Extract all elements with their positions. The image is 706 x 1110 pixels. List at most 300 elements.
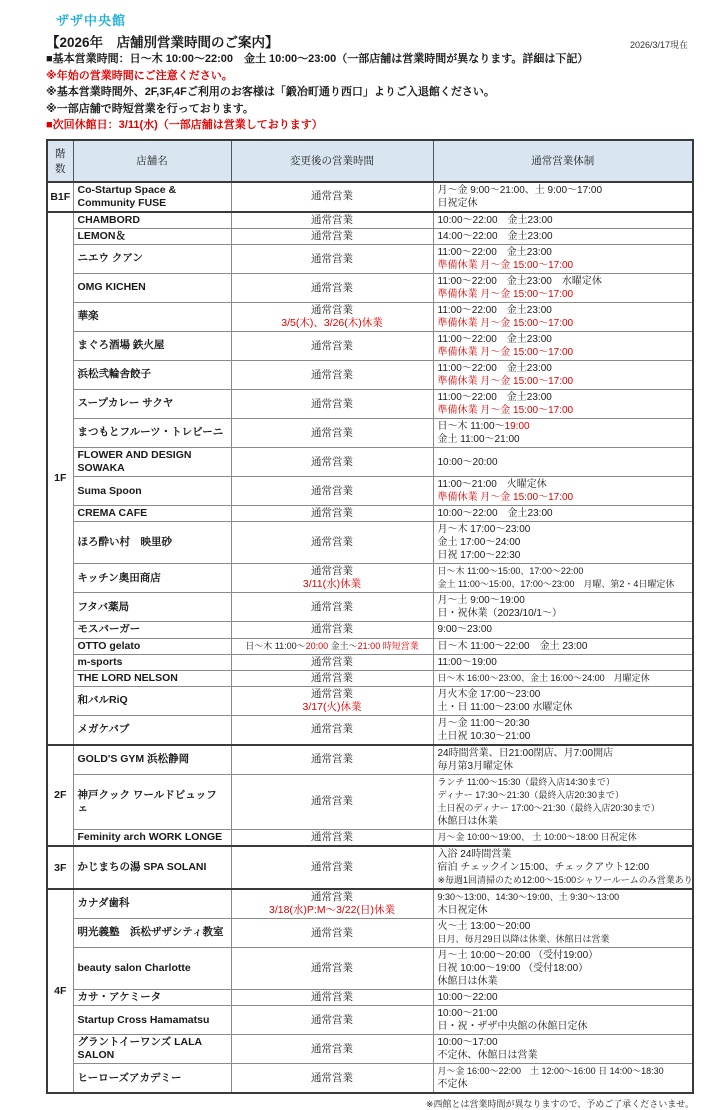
table-row	[47, 274, 693, 303]
hours-line	[236, 230, 429, 243]
table-row	[47, 245, 693, 274]
hours-text: 11:00～22:00 金土23:00	[437, 247, 552, 258]
new-year-warning-note: ※年始の営業時間にご注意ください。	[46, 69, 233, 82]
hours-text: 10:00～20:00	[437, 456, 498, 468]
hours-line	[236, 578, 429, 591]
hours-text: 通常営業	[311, 1013, 353, 1026]
normal-hours-cell	[433, 419, 693, 448]
table-row	[47, 522, 693, 564]
store-name-cell: THE LORD NELSON	[73, 670, 231, 686]
table-row	[47, 638, 693, 654]
hours-text: 通常営業	[311, 190, 353, 203]
hours-text: 通常営業	[311, 655, 353, 668]
normal-hours-cell	[433, 889, 693, 919]
normal-hours-cell	[433, 390, 693, 419]
table-row	[47, 622, 693, 638]
hours-text: 11:00～22:00 金土23:00	[437, 392, 552, 403]
changed-hours-cell	[231, 919, 433, 948]
hours-text-red: 準備休業 月～金 15:00～17:00	[437, 289, 574, 300]
hours-text: 日～木 11:00～22:00 金土 23:00	[437, 640, 588, 652]
hours-line	[236, 723, 429, 736]
hours-text-red: 準備休業 月～金 15:00～17:00	[437, 492, 574, 504]
hours-line	[438, 640, 689, 653]
hours-text-red: 3/18(水)P:M～3/22(日)休業	[268, 904, 396, 916]
store-name-cell: ヒーローズアカデミー	[73, 1064, 231, 1094]
store-name-cell: OTTO gelato	[73, 638, 231, 654]
hours-line	[438, 523, 689, 536]
hours-line	[438, 536, 689, 549]
normal-hours-cell	[433, 1035, 693, 1064]
hours-line	[438, 701, 689, 714]
hours-text-red: 時短営業	[382, 640, 419, 651]
table-header-row	[47, 140, 693, 182]
changed-hours-cell	[231, 774, 433, 829]
normal-hours-cell	[433, 990, 693, 1006]
hours-line	[236, 282, 429, 295]
table-row	[47, 477, 693, 506]
hours-line	[236, 891, 429, 904]
hours-line	[236, 1014, 429, 1027]
normal-hours-cell	[433, 829, 693, 846]
hours-line	[438, 362, 689, 375]
store-name-cell: CREMA CAFE	[73, 506, 231, 522]
hours-line	[438, 776, 689, 789]
normal-hours-cell	[433, 245, 693, 274]
hours-line	[236, 507, 429, 520]
hours-text: 通常営業	[311, 687, 353, 700]
hours-text: 通常営業	[311, 281, 353, 294]
hours-text: 通常営業	[311, 536, 353, 549]
hours-text: ディナー 17:30～21:30（最終入店20:30まで）	[437, 789, 624, 800]
hours-line	[438, 949, 689, 962]
floor-cell: B1F	[47, 182, 73, 212]
table-row	[47, 846, 693, 889]
hours-text: 日・祝休業（2023/10/1～）	[437, 608, 562, 620]
hours-text: 11:00～19:00	[437, 656, 497, 668]
store-name-cell: かじまちの湯 SPA SOLANI	[73, 846, 231, 889]
hours-text: 10:00～22:00 金土23:00	[437, 508, 553, 520]
hours-text: 休館日は休業	[437, 976, 498, 987]
hours-text: 月～金 16:00～22:00 土 12:00～16:00 日 14:00～18:30	[437, 1066, 664, 1077]
floor-group-4f	[47, 889, 693, 1093]
hours-line	[438, 920, 689, 933]
store-name-cell: 浜松弐輪舎餃子	[73, 361, 231, 390]
hours-line	[236, 688, 429, 701]
normal-hours-cell	[433, 948, 693, 990]
hours-line	[236, 640, 429, 653]
store-name-cell: 神戸クック ワールドビュッフェ	[73, 774, 231, 829]
changed-hours-cell	[231, 361, 433, 390]
normal-hours-cell	[433, 638, 693, 654]
hours-text: 11:00～22:00 金土23:00 水曜定休	[437, 276, 602, 287]
store-name-cell: Suma Spoon	[73, 477, 231, 506]
store-name-cell: グラントイーワンズ LALA SALON	[73, 1035, 231, 1064]
changed-hours-cell	[231, 182, 433, 212]
hours-line	[236, 369, 429, 382]
hours-text: 通常営業	[311, 213, 353, 226]
hours-text: 月～土 9:00～19:00	[437, 595, 525, 607]
hours-text: 月～金 10:00～19:00、 土 10:00～18:00 日祝定休	[437, 831, 637, 842]
hours-line	[438, 346, 689, 359]
table-row	[47, 212, 693, 229]
table-row	[47, 1064, 693, 1094]
hours-text-red: 3/17(火)休業	[302, 700, 362, 713]
store-hours-table	[46, 139, 694, 1095]
store-name-cell: CHAMBORD	[73, 212, 231, 229]
store-name-cell: モスバーガー	[73, 622, 231, 638]
hours-text: 通常営業	[311, 753, 353, 766]
changed-hours-cell	[231, 638, 433, 654]
normal-hours-cell	[433, 846, 693, 889]
hours-line	[438, 275, 689, 288]
hours-text: 通常営業	[311, 455, 353, 468]
hours-text: 通常営業	[311, 962, 353, 974]
table-row	[47, 829, 693, 846]
hours-line	[438, 259, 689, 272]
changed-hours-cell	[231, 889, 433, 919]
hours-text: 通常営業	[311, 795, 353, 808]
store-name-cell: カサ・アケミータ	[73, 990, 231, 1006]
hours-line	[438, 1065, 689, 1078]
hours-line	[438, 623, 689, 636]
hours-text: 火～土 13:00～20:00	[437, 921, 531, 932]
hours-line	[438, 815, 689, 828]
table-row	[47, 654, 693, 670]
hours-line	[438, 288, 689, 301]
hours-text: 通常営業	[311, 600, 353, 613]
hours-line	[438, 607, 689, 620]
hours-line	[438, 1049, 689, 1062]
table-row	[47, 593, 693, 622]
changed-hours-cell	[231, 522, 433, 564]
hours-text: 通常営業	[311, 484, 353, 497]
normal-hours-cell	[433, 564, 693, 593]
normal-hours-cell	[433, 654, 693, 670]
hours-line	[438, 1020, 689, 1033]
hours-text: 日～木 16:00～23:00、金土 16:00～24:00 月曜定休	[437, 672, 650, 683]
store-name-cell: LEMON＆	[73, 228, 231, 244]
hours-text: 通常営業	[311, 1071, 353, 1084]
entrance-note: ※基本営業時間外、2F,3F,4Fご利用のお客様は「鍛冶町通り西口」よりご入退館ください。	[46, 86, 495, 98]
changed-hours-cell	[231, 1064, 433, 1094]
hours-text: 通常営業	[311, 723, 353, 736]
normal-hours-cell	[433, 448, 693, 477]
hours-line	[438, 891, 689, 904]
changed-hours-cell	[231, 990, 433, 1006]
hours-text: 月～金 11:00～20:30	[437, 717, 530, 729]
hours-text: 土日祝 10:30～21:00	[437, 730, 531, 742]
changed-hours-cell	[231, 622, 433, 638]
changed-hours-cell	[231, 332, 433, 361]
hours-line	[236, 991, 429, 1004]
store-name-cell: キッチン奥田商店	[73, 564, 231, 593]
hours-line	[438, 404, 689, 417]
store-name-cell: カナダ歯科	[73, 889, 231, 919]
hours-text-red: 3/11(水)休業	[302, 578, 362, 591]
changed-hours-cell	[231, 228, 433, 244]
store-name-cell: 和バルRiQ	[73, 686, 231, 715]
table-row	[47, 182, 693, 212]
table-row	[47, 228, 693, 244]
hours-line	[438, 672, 689, 685]
hours-line	[438, 549, 689, 562]
hours-line	[236, 1043, 429, 1056]
changed-hours-cell	[231, 593, 433, 622]
column-header-store-name: 店舗名	[73, 140, 231, 182]
changed-hours-cell	[231, 506, 433, 522]
normal-hours-cell	[433, 477, 693, 506]
hours-text: 日祝定休	[437, 197, 478, 209]
store-name-cell: ニエウ クアン	[73, 245, 231, 274]
hours-line	[438, 456, 689, 469]
hours-line	[438, 375, 689, 388]
hours-text: 金土 17:00～24:00	[437, 537, 521, 549]
hours-line	[236, 795, 429, 808]
table-row	[47, 774, 693, 829]
hours-text: 金土～	[328, 640, 358, 651]
table-row	[47, 889, 693, 919]
hours-line	[438, 304, 689, 317]
hours-line	[438, 1036, 689, 1049]
hours-line	[438, 391, 689, 404]
hours-text: 11:00～22:00 金土23:00	[437, 334, 552, 345]
hours-line	[236, 701, 429, 714]
hours-line	[438, 688, 689, 701]
normal-hours-cell	[433, 745, 693, 775]
hours-text: 通常営業	[311, 991, 353, 1004]
hours-line	[236, 456, 429, 469]
hours-text: 日祝 10:00～19:00 （受付18:00）	[437, 963, 589, 974]
hours-text: 日祝 17:00～22:30	[437, 550, 521, 562]
normal-hours-cell	[433, 670, 693, 686]
hours-text: 日～木 11:00～	[437, 421, 505, 432]
hours-text: 不定休、休館日は営業	[437, 1050, 538, 1062]
hours-text: 通常営業	[311, 891, 353, 903]
title-row	[46, 31, 694, 51]
store-name-cell: まつもとフルーツ・トレビーニ	[73, 419, 231, 448]
changed-hours-cell	[231, 303, 433, 332]
hours-line	[438, 975, 689, 988]
hours-text: 日月、毎月29日以降は休業、休館日は営業	[437, 934, 610, 944]
hours-text: 11:00～22:00 金土23:00	[437, 363, 552, 374]
floor-group-b1f	[47, 182, 693, 212]
normal-hours-cell	[433, 622, 693, 638]
store-name-cell: 華楽	[73, 303, 231, 332]
hours-text-red: 3/5(木)、3/26(木)休業	[281, 317, 383, 329]
hours-line	[236, 753, 429, 766]
hours-text: 月～木 17:00～23:00	[437, 524, 531, 536]
table-row	[47, 948, 693, 990]
changed-hours-cell	[231, 745, 433, 775]
hours-text: 10:00～17:00	[437, 1037, 498, 1049]
hours-line	[438, 789, 689, 802]
hours-line	[236, 656, 429, 669]
shortened-hours-note: ※一部店舗で時短営業を行っております。	[46, 102, 254, 115]
table-row	[47, 715, 693, 745]
table-row	[47, 506, 693, 522]
table-row	[47, 390, 693, 419]
hours-text-red: 19:00	[504, 421, 530, 432]
column-header-floor: 階数	[47, 140, 73, 182]
store-name-cell: OMG KICHEN	[73, 274, 231, 303]
hours-line	[438, 578, 689, 591]
hours-text: 木日祝定休	[437, 905, 488, 916]
hours-line	[438, 594, 689, 607]
changed-hours-cell	[231, 654, 433, 670]
store-name-cell: メガケバブ	[73, 715, 231, 745]
normal-hours-cell	[433, 1064, 693, 1094]
building-title: ザザ中央館	[56, 13, 127, 28]
table-row	[47, 1006, 693, 1035]
hours-text: 月～金 9:00～21:00、土 9:00～17:00	[437, 184, 603, 196]
hours-text: 通常営業	[311, 426, 353, 439]
store-name-cell: フタバ薬局	[73, 593, 231, 622]
hours-line	[438, 197, 689, 210]
changed-hours-cell	[231, 948, 433, 990]
hours-text: 9:30～13:00、14:30～19:00、土 9:30～13:00	[437, 892, 620, 902]
hours-text-red: 準備休業 月～金 15:00～17:00	[437, 318, 574, 329]
floor-group-1f	[47, 212, 693, 745]
normal-hours-cell	[433, 274, 693, 303]
footer-note: ※西館とは営業時間が異なりますので、予めご了承くださいませ。	[425, 1099, 694, 1110]
hours-text: 通常営業	[311, 252, 353, 265]
hours-line	[236, 253, 429, 266]
floor-group-3f	[47, 846, 693, 889]
hours-text: 金土 11:00～15:00、17:00～23:00 月曜、第2・4日曜定休	[437, 579, 675, 590]
normal-hours-cell	[433, 919, 693, 948]
hours-text: 11:00～21:00 火曜定休	[437, 479, 547, 491]
changed-hours-cell	[231, 1035, 433, 1064]
hours-line	[438, 1078, 689, 1091]
changed-hours-cell	[231, 1006, 433, 1035]
hours-text: 月火木金 17:00～23:00	[437, 688, 541, 700]
store-name-cell: ほろ酔い村 映里砂	[73, 522, 231, 564]
hours-text: 日～木 11:00～15:00、17:00～22:00	[437, 566, 584, 577]
hours-line	[438, 802, 689, 815]
hours-text: 通常営業	[311, 507, 353, 520]
store-name-cell: スープカレー サクヤ	[73, 390, 231, 419]
changed-hours-cell	[231, 390, 433, 419]
hours-text: ※毎週1回清掃のため12:00～15:00シャワールームのみ営業あり	[437, 875, 693, 885]
hours-line	[236, 672, 429, 685]
table-row	[47, 990, 693, 1006]
hours-text: 通常営業	[311, 229, 353, 242]
hours-text: 10:00～22:00	[437, 992, 498, 1004]
hours-text: 土・日 11:00～23:00 水曜定休	[437, 701, 573, 713]
hours-text-red: 準備休業 月～金 15:00～17:00	[437, 260, 574, 271]
hours-line	[438, 433, 689, 446]
normal-hours-cell	[433, 212, 693, 229]
hours-text: ランチ 11:00～15:30（最終入店14:30まで）	[437, 776, 615, 787]
normal-hours-cell	[433, 361, 693, 390]
changed-hours-cell	[231, 212, 433, 229]
table-row	[47, 564, 693, 593]
table-row	[47, 419, 693, 448]
hours-text: 日・祝・ザザ中央館の休館日定休	[437, 1021, 588, 1033]
hours-text: 10:00～22:00 金土23:00	[437, 214, 553, 226]
page-title: 【2026年 店舗別営業時間のご案内】	[46, 35, 279, 50]
hours-line	[437, 874, 693, 887]
hours-line	[236, 962, 429, 975]
hours-text: 通常営業	[311, 565, 353, 578]
hours-line	[236, 1072, 429, 1085]
changed-hours-cell	[231, 686, 433, 715]
changed-hours-cell	[231, 274, 433, 303]
table-row	[47, 686, 693, 715]
column-header-normal-hours: 通常営業体制	[433, 140, 693, 182]
hours-text: 通常営業	[311, 1042, 353, 1055]
normal-hours-cell	[433, 303, 693, 332]
hours-line	[438, 904, 689, 917]
base-hours-note: ■基本営業時間：日～木 10:00～22:00 金土 10:00～23:00（一部店舗は営業時間が異なります。詳細は下記）	[46, 53, 589, 65]
hours-text: 宿泊 チェックイン15:00、チェックアウト12:00	[437, 862, 650, 873]
normal-hours-cell	[433, 774, 693, 829]
hours-line	[438, 848, 689, 861]
hours-text: 11:00～22:00 金土23:00	[437, 305, 552, 316]
table-row	[47, 745, 693, 775]
hours-text: 14:00～22:00 金土23:00	[437, 230, 553, 242]
normal-hours-cell	[433, 506, 693, 522]
hours-line	[236, 927, 429, 940]
hours-text: 通常営業	[311, 304, 353, 316]
hours-line	[438, 184, 689, 197]
normal-hours-cell	[433, 593, 693, 622]
hours-line	[438, 333, 689, 346]
store-name-cell: 明光義塾 浜松ザザシティ教室	[73, 919, 231, 948]
next-closed-day-note: ■次回休館日：3/11(水)（一部店舗は営業しております）	[46, 119, 323, 131]
hours-line	[438, 565, 689, 578]
hours-text-red: 準備休業 月～金 15:00～17:00	[437, 376, 574, 387]
hours-text: 通常営業	[311, 926, 353, 939]
floor-cell: 2F	[47, 745, 73, 846]
hours-line	[438, 717, 689, 730]
hours-line	[236, 214, 429, 227]
store-name-cell: GOLD'S GYM 浜松静岡	[73, 745, 231, 775]
store-name-cell: Feminity arch WORK LONGE	[73, 829, 231, 846]
hours-line	[438, 861, 689, 874]
normal-hours-cell	[433, 332, 693, 361]
hours-text: 月～土 10:00～20:00 （受付19:00）	[437, 950, 599, 961]
hours-line	[438, 962, 689, 975]
floor-group-2f	[47, 745, 693, 846]
changed-hours-cell	[231, 245, 433, 274]
hours-line	[438, 478, 689, 491]
hours-line	[236, 623, 429, 636]
hours-line	[438, 491, 689, 504]
hours-line	[438, 214, 689, 227]
hours-text: 土日祝のディナー 17:00～21:30（最終入店20:30まで）	[437, 802, 660, 813]
floor-cell: 1F	[47, 212, 73, 745]
hours-text: 通常営業	[311, 830, 353, 843]
table-row	[47, 361, 693, 390]
table-row	[47, 303, 693, 332]
store-name-cell: まぐろ酒場 鉄火屋	[73, 332, 231, 361]
hours-line	[236, 398, 429, 411]
hours-text: 通常営業	[311, 397, 353, 410]
hours-line	[236, 601, 429, 614]
hours-text: 通常営業	[311, 623, 353, 636]
normal-hours-cell	[433, 228, 693, 244]
changed-hours-cell	[231, 477, 433, 506]
store-name-cell: m-sports	[73, 654, 231, 670]
changed-hours-cell	[231, 419, 433, 448]
hours-line	[236, 904, 429, 917]
hours-text: 毎月第3月曜定休	[437, 760, 514, 772]
hours-line	[236, 536, 429, 549]
hours-text: 通常営業	[311, 671, 353, 684]
changed-hours-cell	[231, 715, 433, 745]
normal-hours-cell	[433, 182, 693, 212]
